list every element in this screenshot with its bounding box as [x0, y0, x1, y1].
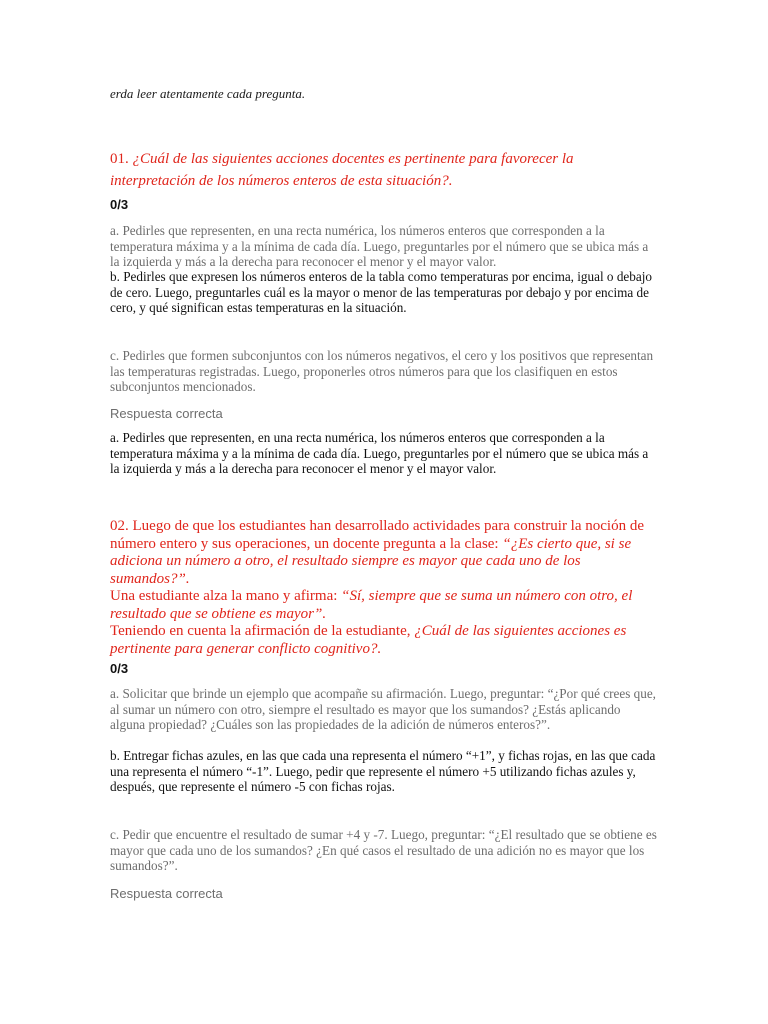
question-1-correct-label: Respuesta correcta	[110, 406, 223, 421]
question-2-option-c: c. Pedir que encuentre el resultado de sumar +4 y -7. Luego, preguntar: “¿El resultado que se obtiene es mayor que cada uno de los sumandos? ¿En qué casos el resultado de una adición no es mayor que los sumandos?”.	[110, 827, 657, 873]
question-1-option-a: a. Pedirles que representen, en una recta numérica, los números enteros que corresponden a la temperatura máxima y a la mínima de cada día. Luego, preguntarles por el número que se ubica más a la izquierda y más a la derecha para reconocer el menor y el mayor valor.	[110, 223, 649, 269]
question-1-option-c: c. Pedirles que formen subconjuntos con los números negativos, el cero y los positivos que representan las temperaturas registradas. Luego, proponerles otros números para que los clasifiquen en estos subconjuntos mencionados.	[110, 348, 654, 394]
intro-text: erda leer atentamente cada pregunta.	[110, 86, 306, 101]
question-2-score: 0/3	[110, 661, 129, 676]
question-2-title	[110, 518, 658, 658]
question-1-text: ¿Cuál de las siguientes acciones docentes es pertinente para favorecer la interpretación de los números enteros de esta situación?.	[110, 151, 574, 189]
question-1-option-b: b. Pedirles que expresen los números enteros de la tabla como temperaturas por encima, igual o debajo de cero. Luego, preguntarles cuál es la mayor o menor de las temperaturas por debajo y por encima de cero, y qué significan estas temperaturas en la situación.	[110, 269, 652, 315]
question-2-correct-label: Respuesta correcta	[110, 886, 223, 901]
question-1-score: 0/3	[110, 197, 129, 212]
question-1-number: 01.	[110, 151, 129, 167]
question-2-context: Teniendo en cuenta la afirmación de la estudiante,	[110, 623, 411, 639]
question-2-student-text: Una estudiante alza la mano y afirma:	[110, 588, 338, 604]
question-1-correct-answer: a. Pedirles que representen, en una recta numérica, los números enteros que corresponden a la temperatura máxima y a la mínima de cada día. Luego, preguntarles por el número que se ubica más a la izquierda y más a la derecha para reconocer el menor y el mayor valor.	[110, 430, 649, 476]
question-2-number: 02.	[110, 518, 129, 534]
question-1-title	[110, 148, 658, 192]
question-2-intro: Luego de que los estudiantes han desarrollado actividades para construir la noción de número entero y sus operaciones, un docente pregunta a la clase:	[110, 518, 644, 552]
question-2-option-b: b. Entregar fichas azules, en las que cada una representa el número “+1”, y fichas rojas, en las que cada una representa el número “-1”. Luego, pedir que represente el número +5 utilizando fichas azules y, después, que represente el número -5 con fichas rojas.	[110, 748, 656, 794]
question-2-quote-2: “Sí, siempre que se suma un número con otro, el resultado que se obtiene es mayor”.	[110, 588, 633, 622]
question-2-option-a: a. Solicitar que brinde un ejemplo que acompañe su afirmación. Luego, preguntar: “¿Por qué crees que, al sumar un número con otro, siempre el resultado es mayor que los sumandos? ¿Estás aplicando alguna propiedad? ¿Cuáles son las propiedades de la adición de números enteros?”.	[110, 686, 656, 732]
question-2-question: ¿Cuál de las siguientes acciones es pertinente para generar conflicto cognitivo?.	[110, 623, 627, 657]
question-2-quote-1: “¿Es cierto que, si se adiciona un número a otro, el resultado siempre es mayor que cada uno de los sumandos?”.	[110, 535, 632, 587]
